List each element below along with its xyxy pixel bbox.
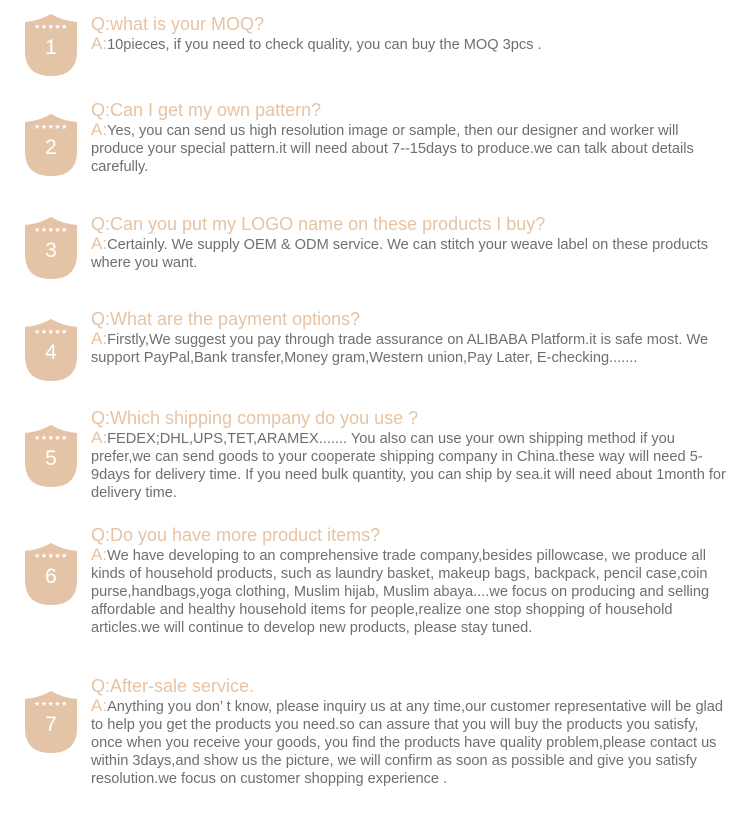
stars-icon: ★★★★★ — [34, 701, 68, 708]
question: Q:Which shipping company do you use ? — [91, 408, 419, 428]
badge-number: 7 — [45, 713, 57, 736]
number-badge — [22, 216, 80, 280]
answer-text: We have developing to an comprehensive trade company,besides pillowcase, we produce all kinds of household products, such as laundry basket, makeup bags, backpack, pencil case,coin purse,handbags,yoga clothing, Muslim hijab, Muslim abaya....we focus on producing and selling affordable and healthy household items for people,realize one stop shopping of household articles.we will continue to develop new products, please stay tuned. — [91, 548, 710, 636]
badge-number: 5 — [45, 447, 57, 470]
answer-prefix: A: — [91, 696, 108, 715]
stars-icon: ★★★★★ — [34, 553, 68, 560]
answer-text: Firstly,We suggest you pay through trade assurance on ALIBABA Platform.it is safe most. We support PayPal,Bank transfer,Money gram,Western union,Pay Later, E-checking....... — [91, 332, 709, 366]
answer — [91, 35, 731, 54]
answer-prefix: A: — [91, 329, 108, 348]
question: Q:What are the payment options? — [91, 309, 361, 329]
answer-prefix: A: — [91, 234, 108, 253]
badge-number: 3 — [45, 239, 57, 262]
stars-icon: ★★★★★ — [34, 124, 68, 131]
badge-number: 6 — [45, 565, 57, 588]
answer-text: FEDEX;DHL,UPS,TET,ARAMEX....... You also can use your own shipping method if you prefer,we can send goods to your cooperate shipping company in China.these way will need 5-9days for delivery time. If you need bulk quantity, you can ship by sea.it will need about 1month for delivery time. — [91, 431, 726, 501]
question: Q:After-sale service. — [91, 676, 255, 696]
answer — [91, 697, 731, 788]
number-badge — [22, 318, 80, 382]
answer — [91, 235, 731, 272]
answer — [91, 330, 731, 367]
answer — [91, 546, 731, 637]
stars-icon: ★★★★★ — [34, 227, 68, 234]
question: Q:what is your MOQ? — [91, 14, 265, 34]
badge-number: 4 — [45, 341, 57, 364]
stars-icon: ★★★★★ — [34, 435, 68, 442]
badge-number: 1 — [45, 36, 57, 59]
answer — [91, 429, 731, 502]
number-badge — [22, 113, 80, 177]
answer-text: 10pieces, if you need to check quality, you can buy the MOQ 3pcs . — [107, 37, 542, 53]
answer — [91, 121, 731, 176]
stars-icon: ★★★★★ — [34, 329, 68, 336]
answer-text: Yes, you can send us high resolution image or sample, then our designer and worker will produce your special pattern.it will need about 7--15days to produce.we can talk about details carefully. — [91, 123, 694, 175]
answer-prefix: A: — [91, 34, 108, 53]
number-badge — [22, 542, 80, 606]
answer-prefix: A: — [91, 120, 108, 139]
number-badge — [22, 424, 80, 488]
question: Q:Can I get my own pattern? — [91, 100, 322, 120]
badge-number: 2 — [45, 136, 57, 159]
answer-prefix: A: — [91, 428, 108, 447]
answer-text: Anything you don’ t know, please inquiry us at any time,our customer representative will be glad to help you get the products you need.so can assure that you will buy the products you satisfy, once when you receive your goods, you find the products have quality problem,please contact us within 3days,and show us the picture, we will confirm as soon as possible and give you satisfy resolution.we focus on customer shopping experience . — [91, 699, 724, 787]
stars-icon: ★★★★★ — [34, 24, 68, 31]
answer-text: Certainly. We supply OEM & ODM service. We can stitch your weave label on these products where you want. — [91, 237, 709, 271]
number-badge — [22, 690, 80, 754]
question: Q:Do you have more product items? — [91, 525, 381, 545]
answer-prefix: A: — [91, 545, 108, 564]
number-badge — [22, 13, 80, 77]
question: Q:Can you put my LOGO name on these products I buy? — [91, 214, 546, 234]
